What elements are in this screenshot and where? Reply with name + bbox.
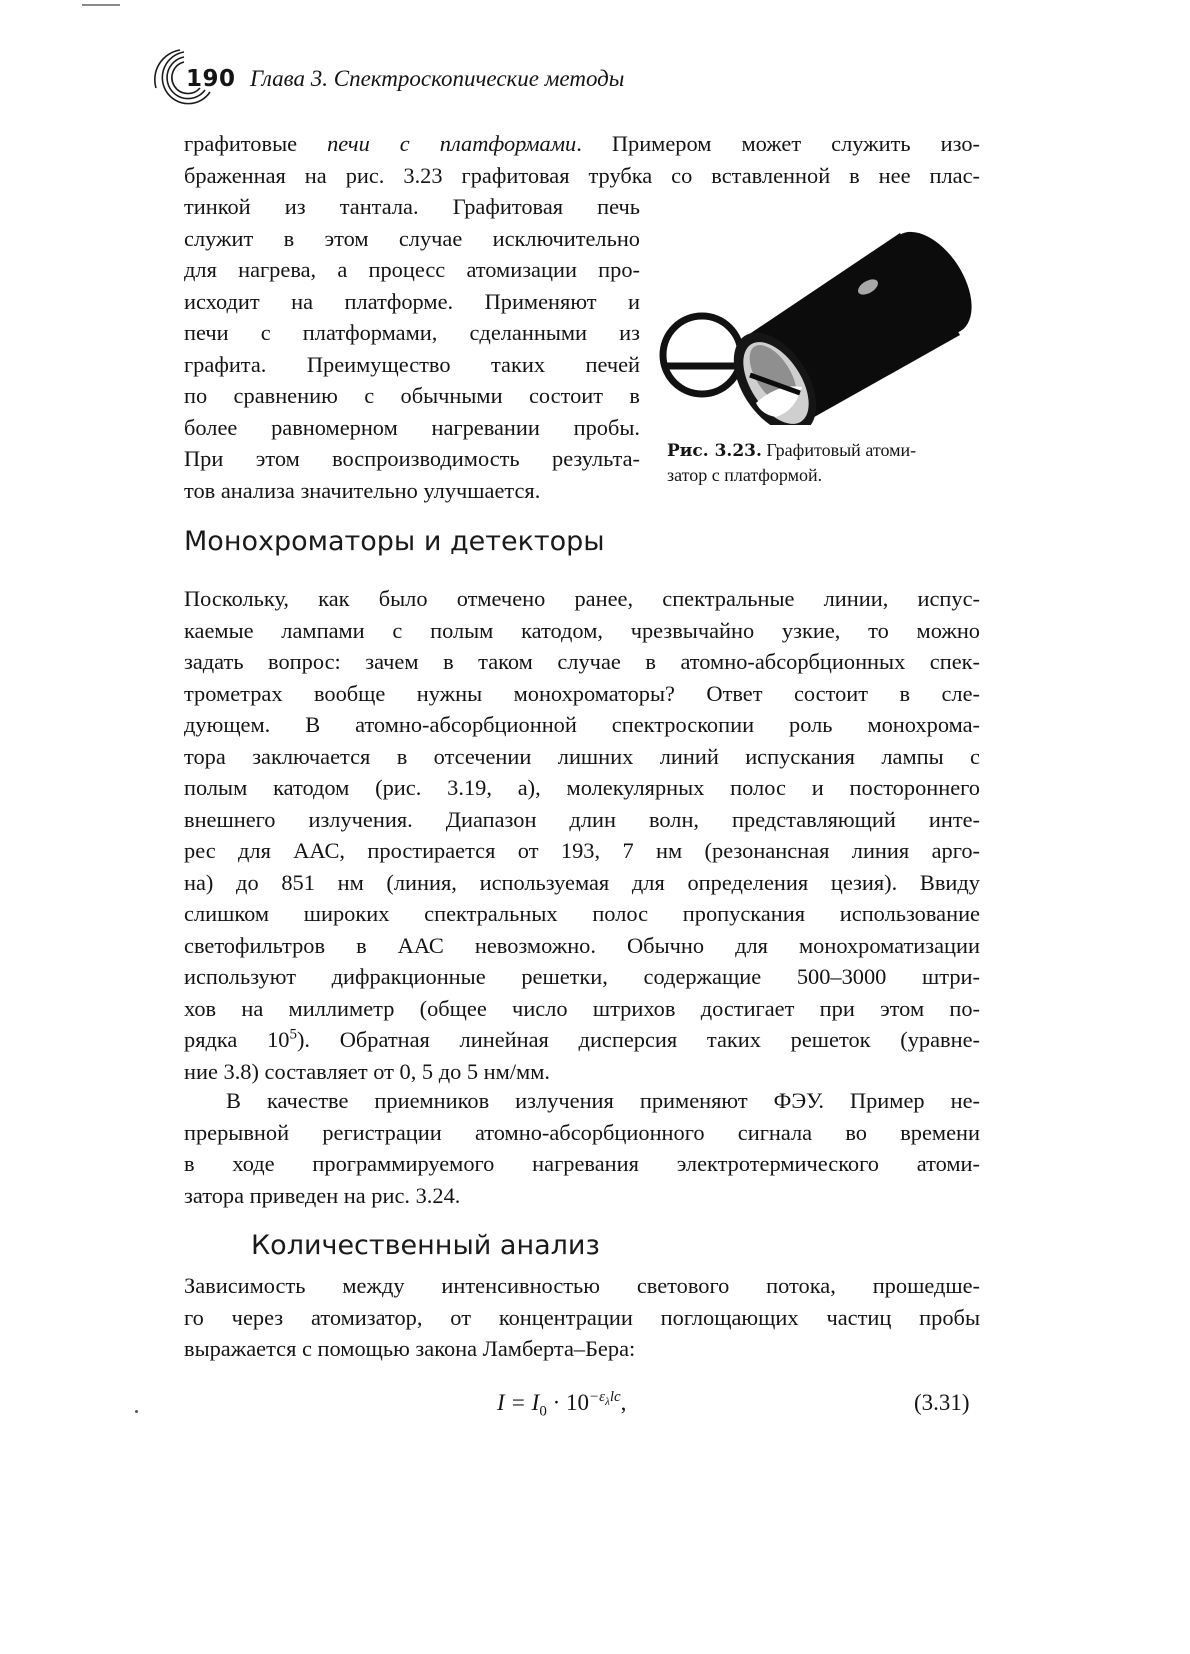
section2-paragraph [184, 1270, 980, 1365]
body-line: задать вопрос: зачем в таком случае в атомно-абсорбционных спек- [184, 649, 980, 674]
eq-sub: 0 [539, 1403, 547, 1420]
intro-line [184, 128, 980, 160]
body-line: тора заключается в отсечении лишних линий испускания лампы с [184, 743, 980, 769]
intro-line: браженная на рис. 3.23 графитовая трубка со вставленной в нее плас- [184, 162, 980, 188]
figure-caption [667, 438, 987, 487]
equation-number: (3.31) [914, 1390, 970, 1415]
body-line-text: рядка 10 [184, 1027, 290, 1052]
figure-caption-line1: Графитовый атоми- [766, 440, 917, 460]
body-line: слишком широких спектральных полос пропускания использование [184, 901, 980, 926]
body-line: затора приведен на рис. 3.24. [184, 1182, 461, 1208]
intro-wrapped-line: графита. Преимущество таких печей [184, 351, 640, 377]
intro-paragraph-wrapped [184, 191, 640, 506]
top-edge-mark [82, 4, 120, 6]
body-line: Зависимость между интенсивностью светового потока, прошедше- [184, 1273, 980, 1298]
graphite-atomizer-figure [650, 225, 990, 425]
superscript: 5 [289, 1026, 297, 1043]
eq-tail: , [620, 1390, 627, 1415]
body-line: в ходе программируемого нагревания электротермического атоми- [184, 1151, 980, 1176]
body-line: выражается с помощью закона Ламберта–Бера: [184, 1336, 636, 1361]
figure-label: Рис. 3.23. [667, 441, 762, 461]
intro-wrapped-line: тов анализа значительно улучшается. [184, 477, 541, 503]
eq-exp-tail: lc [609, 1389, 621, 1406]
body-line: дующем. В атомно-абсорбционной спектроскопии роль монохрома- [184, 712, 980, 737]
intro-wrapped-line: исходит на платформе. Применяют и [184, 288, 640, 314]
eq-lhs: I = I [497, 1390, 540, 1415]
intro-wrapped-line: по сравнению с обычными состоит в [184, 383, 640, 408]
eq-exp-sub: λ [605, 1396, 610, 1409]
section1-paragraph2 [184, 1085, 980, 1211]
eq-exp: −ε [589, 1389, 606, 1406]
graphite-tube [717, 225, 989, 425]
body-line: прерывной регистрации атомно-абсорбционного сигнала во времени [184, 1119, 980, 1145]
equation-lambert-beer [497, 1390, 626, 1421]
body-line [184, 1024, 980, 1056]
body-line: го через атомизатор, от концентрации поглощающих частиц пробы [184, 1304, 980, 1330]
intro-wrapped-line: печи с платформами, сделанными из [184, 320, 640, 345]
body-line: В качестве приемников излучения применяют ФЭУ. Пример не- [226, 1088, 980, 1113]
body-line: рес для ААС, простирается от 193, 7 нм (резонансная линия арго- [184, 838, 980, 863]
intro-wrapped-line: тинкой из тантала. Графитовая печь [184, 194, 640, 219]
body-line: трометрах вообще нужны монохроматоры? Ответ состоит в сле- [184, 680, 980, 706]
body-line: ние 3.8) составляет от 0, 5 до 5 нм/мм. [184, 1058, 550, 1084]
page-header [150, 48, 990, 108]
intro-wrapped-line: служит в этом случае исключительно [184, 225, 640, 251]
figure-caption-line2: затор с платформой. [667, 465, 823, 485]
body-line: Поскольку, как было отмечено ранее, спектральные линии, испус- [184, 586, 980, 611]
scan-speck [135, 1410, 138, 1413]
tube-end-view [663, 316, 741, 394]
body-line: внешнего излучения. Диапазон длин волн, представляющий инте- [184, 806, 980, 832]
intro-line-1-text: графитовые печи с платформами. Примером может служить изо- [184, 131, 980, 156]
intro-paragraph-top [184, 128, 980, 191]
body-line: каемые лампами с полым катодом, чрезвычайно узкие, то можно [184, 617, 980, 643]
body-line: хов на миллиметр (общее число штрихов достигает при этом по- [184, 995, 980, 1021]
intro-wrapped-line: для нагрева, а процесс атомизации про- [184, 257, 640, 282]
section-heading-quantitative: Количественный анализ [251, 1230, 600, 1261]
body-line: на) до 851 нм (линия, используемая для определения цезия). Ввиду [184, 869, 980, 895]
eq-mid: · 10 [546, 1390, 590, 1415]
intro-wrapped-line: более равномерном нагревании пробы. [184, 414, 640, 440]
body-line: полым катодом (рис. 3.19, а), молекулярных полос и постороннего [184, 775, 980, 800]
section1-paragraph1 [184, 583, 980, 1087]
body-line: используют дифракционные решетки, содержащие 500–3000 штри- [184, 964, 980, 989]
page-number: 190 [186, 66, 236, 92]
section-heading-monochromators: Монохроматоры и детекторы [184, 526, 605, 557]
body-line-text: ). Обратная линейная дисперсия таких решеток (уравне- [296, 1027, 980, 1052]
body-line: светофильтров в ААС невозможно. Обычно для монохроматизации [184, 932, 980, 958]
eq-exponent [589, 1389, 621, 1409]
intro-wrapped-line: При этом воспроизводимость результа- [184, 446, 640, 471]
chapter-title: Глава 3. Спектроскопические методы [250, 66, 625, 91]
